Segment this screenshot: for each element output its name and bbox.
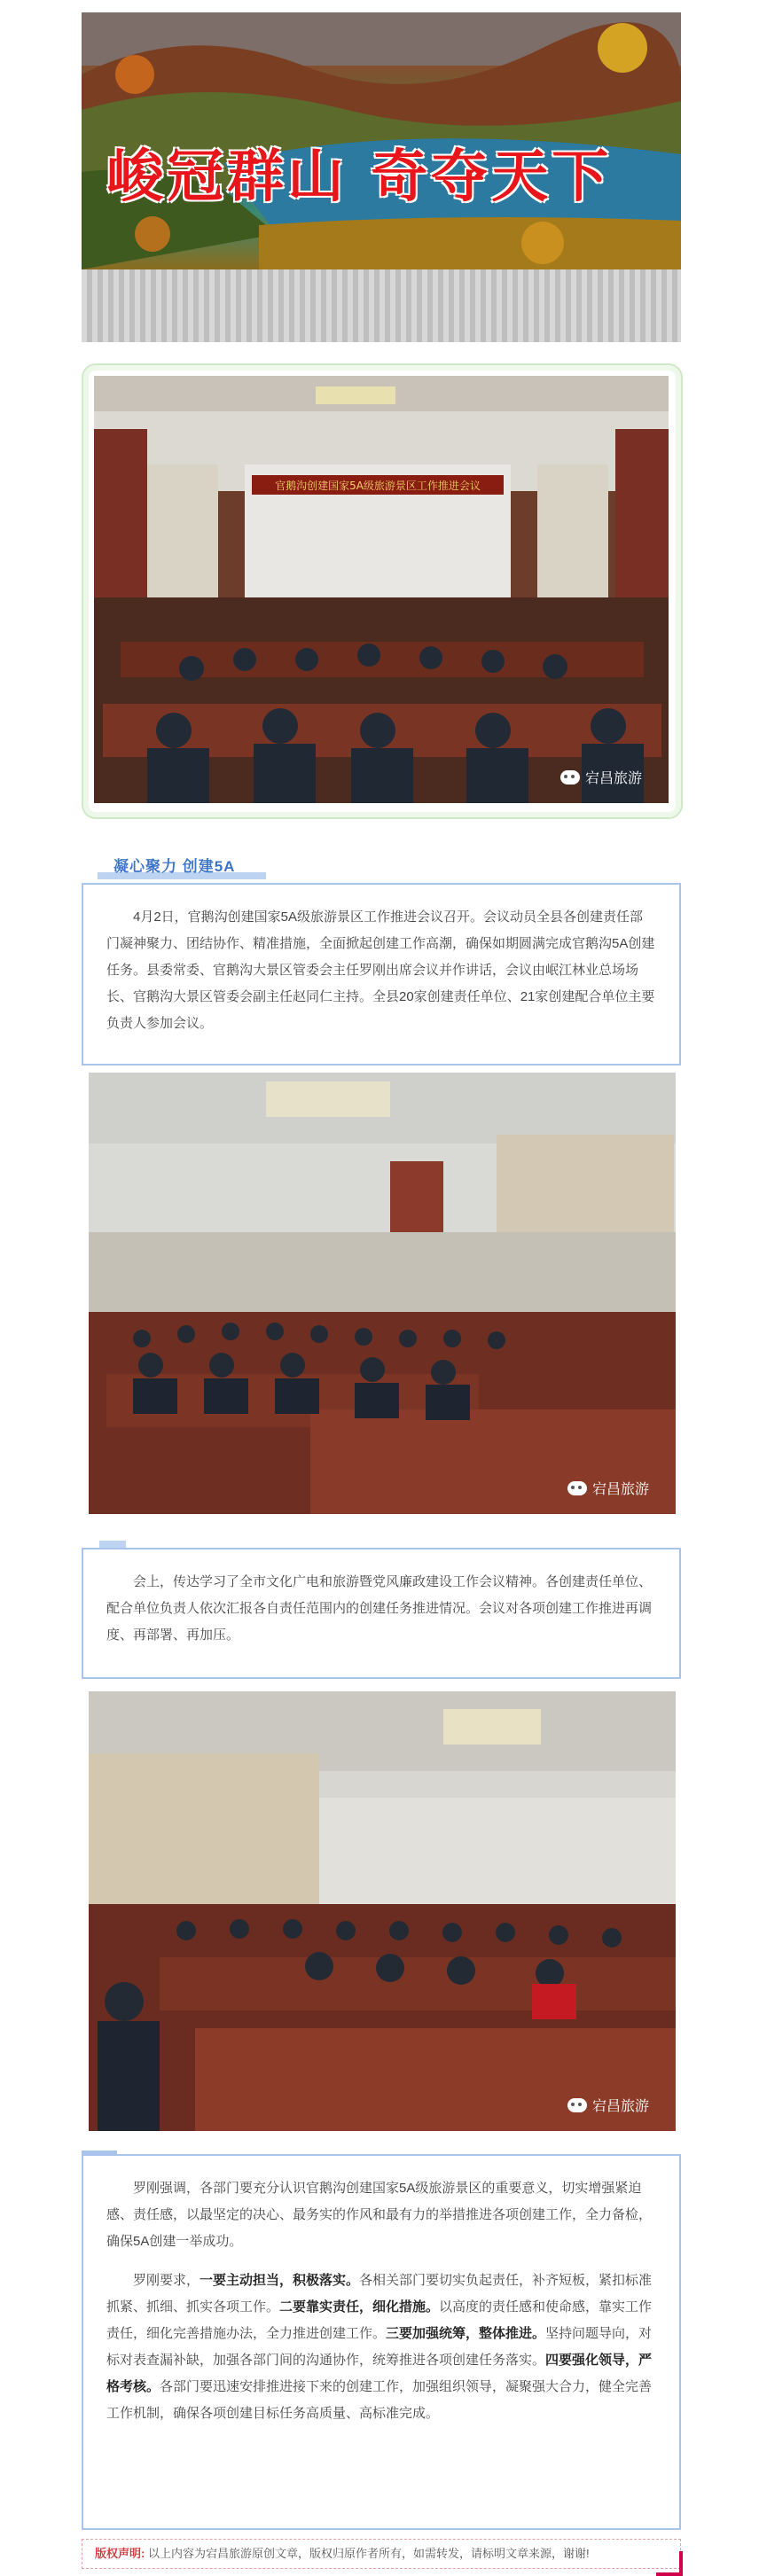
text-box-1 <box>82 883 681 1066</box>
screen-title: 官鹅沟创建国家5A级旅游景区工作推进会议 <box>275 480 481 492</box>
paragraph-1: 4月2日，官鹅沟创建国家5A级旅游景区工作推进会议召开。会议动员全县各创建责任部门凝神聚力、团结协作、精准措施，全面掀起创建工作高潮，确保如期圆满完成官鹅沟5A创建任务。县委常委、官鹅沟大景区管委会主任罗刚出席会议并作讲话，会议由岷江林业总场场长、官鹅沟大景区管委会副主任赵同仁主持。全县20家创建责任单位、21家创建配合单位主要负责人参加会议。 <box>106 909 655 1031</box>
text-box-2 <box>82 1548 681 1679</box>
landscape-graphic <box>82 12 681 269</box>
watermark-text: 宕昌旅游 <box>591 1482 649 1497</box>
meeting-photo-2 <box>89 1073 676 1514</box>
banner-bottom-strip <box>82 269 681 342</box>
corner-decoration <box>656 2551 683 2576</box>
banner-image <box>82 12 681 269</box>
p4-emphasis: 四要强化领导，严格考核。 <box>106 2353 653 2394</box>
banner-title: 峻冠群山 奇夺天下 <box>106 144 613 210</box>
p4-emphasis: 一要主动担当，积极落实。 <box>200 2273 360 2288</box>
meeting-photo-3 <box>89 1691 676 2131</box>
meeting-photo-1 <box>94 376 669 803</box>
wechat-icon <box>567 1481 587 1495</box>
section-title: 凝心聚力 创建5A <box>113 858 236 875</box>
paragraph-2: 会上，传达学习了全市文化广电和旅游暨党风廉政建设工作会议精神。各创建责任单位、配合单位负责人依次汇报各自责任范围内的创建任务推进情况。会议对各项创建工作推进再调度、再部署、再加压。 <box>106 1574 653 1643</box>
copyright-text: 以上内容为宕昌旅游原创文章，版权归原作者所有，如需转发，请标明文章来源，谢谢! <box>147 2547 590 2560</box>
watermark <box>567 1478 649 1498</box>
p4-text: 坚持问题导向，对标对表查漏补缺，加强各部门间的沟通协作，统筹推进各项创建任务落实。 <box>106 2326 653 2368</box>
watermark-text: 宕昌旅游 <box>591 2099 649 2114</box>
wechat-icon <box>567 2098 587 2112</box>
p4-emphasis: 三要加强统筹，整体推进。 <box>386 2326 546 2341</box>
p4-text: 以高度的责任感和使命感，靠实工作责任，细化完善措施办法，全力推进创建工作。 <box>106 2299 653 2341</box>
p4-text: 各部门要迅速安排推进接下来的创建工作，加强组织领导，凝聚强大合力，健全完善工作机制，确保各项创建目标任务高质量、高标准完成。 <box>106 2379 653 2421</box>
paragraph-3: 罗刚强调，各部门要充分认识官鹅沟创建国家5A级旅游景区的重要意义，切实增强紧迫感、责任感，以最坚定的决心、最务实的作风和最有力的举措推进各项创建工作，全力备检，确保5A创建一举成功。 <box>106 2181 653 2249</box>
p4-text: 各相关部门要切实负起责任，补齐短板，紧扣标准抓紧、抓细、抓实各项工作。 <box>106 2273 653 2314</box>
watermark <box>560 767 642 787</box>
watermark-text: 宕昌旅游 <box>584 771 642 786</box>
wechat-icon <box>560 770 580 785</box>
p4-emphasis: 二要靠实责任，细化措施。 <box>279 2299 440 2314</box>
watermark <box>567 2095 649 2115</box>
paragraph-4 <box>106 2268 656 2427</box>
text-box-3 <box>82 2154 681 2530</box>
copyright-label: 版权声明: <box>95 2547 145 2560</box>
copyright-notice <box>82 2539 681 2569</box>
p4-text: 罗刚要求， <box>133 2273 200 2288</box>
